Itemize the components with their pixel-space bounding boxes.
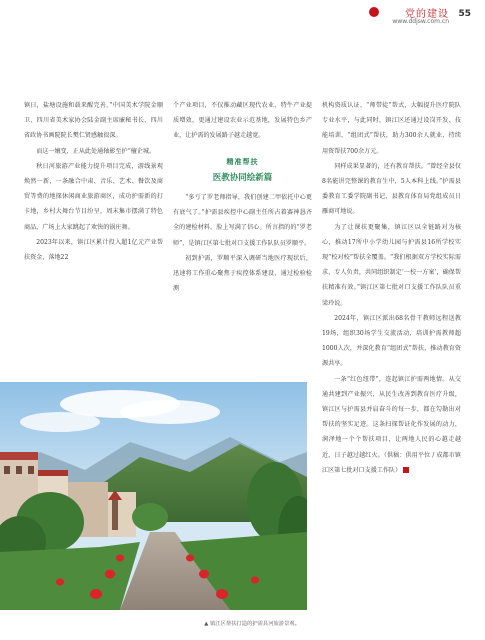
paragraph: 初到护需，罗顺平深入调研当地医疗现状后，迅速将工作重心聚焦于疾控体系建设，通过检验检测 [173,254,312,293]
section-title: 医教协同绘新篇 [212,172,273,183]
paragraph: 个产业项目，不仅推动藏区现代农业、特牛产业提质增效，更通过建设农业示范基地，发展特色乡产业，让护需的发展路子越走越宽。 [173,102,312,140]
paragraph: 机构资质认证、“师带徒”帮式，大幅提升医疗院队专业水平，与此同时，镇江区还通过设岗开发、技能培训、“组团式”帮扶，助力300余人就业，持续用资帮扶700余万元。 [322,102,461,155]
paragraph: 同样成果显著的，还有教育帮扶。“曾经全县仅8名能讲完整课的教育生中，5人本科上线。”护需县委教育工委学院副书记、县教育体育局党组成员日雁商可地说。 [322,162,461,216]
logo-text: 党的建设 [405,9,449,20]
text-column-3 [322,98,461,478]
text-column-2 [173,98,312,296]
paragraph: 秋日河旅游产业能力提升项目完成，游线景观焕然一新，一条融合中肃、音乐、艺术、餐饮及商贸等费的地探休闲商业旅游商区，成功护需新的打卡地，乡村大舞台节目纷呈，周末集市摆满了特色商品，广场上大家跳起了欢快的锅庄舞。 [24,162,163,231]
paragraph: 2023年以来，镇江区累计投入超1亿元产业帮扶资金，落地22 [24,238,163,262]
scenic-photo-illustration [0,382,307,610]
logo-url: www.ddjsw.com.cn [392,18,449,25]
page-number: 55 [458,9,471,19]
paragraph: 2024年，镇江区派出68名骨干教师远程送教19场，组织30场学生交流活动，培训护需教师超1000人次，并深化教育“组团式”帮扶，推动教育资源共享。 [322,314,461,368]
scenic-photo [0,382,307,610]
photo-caption: ▲ 镇江区帮扶打造的护需县河旅游景观。 [204,621,300,627]
end-mark-icon [403,467,409,473]
paragraph: 为了让课扶更聚集，镇江区以全链路对为核心，推动17所中小学幼儿园与护需县16所学校实现“校对校”帮扶全覆盖。“我们根据双方学校实际需求，专人负责，共同组织制定‘一校一方案’，确保帮扶精准有效。”镇江区第七批对口支援工作队队员重梁玲说。 [322,223,461,307]
paragraph: 而这一嬗变，正从此处通轴影至护“檀企城。 [36,147,156,155]
paragraph: “多亏了罗老师指导，我们创建二甲依托中心更有底气了。”护需县疾控中心副主任所占着赛神恳齐全的建检材料，脸上写满了信心。所言指的的“罗老师”，是镇江区第七批对口支援工作队队员罗顺平。 [173,194,312,247]
paragraph [322,372,461,478]
paragraph-text: 一条“红色纽带”，连起镇江护需两地情。从交通共建到产业振兴，从民生改善到教育医疗升级，镇江区与护需县并肩奋斗的每一步，都在勾勒出对帮扶的坚实足迹。这条扫探帮证化作发展的动力，润泽地一个个帮扶项目，让两地人民的心越走越近，日子越过越红火。（供稿：供用平位 / 成都市镇江区第七批对口支援工作队） [322,375,461,474]
section-label: 精准帮扶 [226,156,259,166]
text-column-1 [24,98,163,265]
paragraph: 镇日，盐塘设施和载来醒完善，”中国美术学院金顺卫、四川省美术家协会陆金副主席廉秘书长、四川省政协书画院院长樊仁贤感触很深。 [24,102,163,140]
logo-emblem-icon [369,7,379,17]
